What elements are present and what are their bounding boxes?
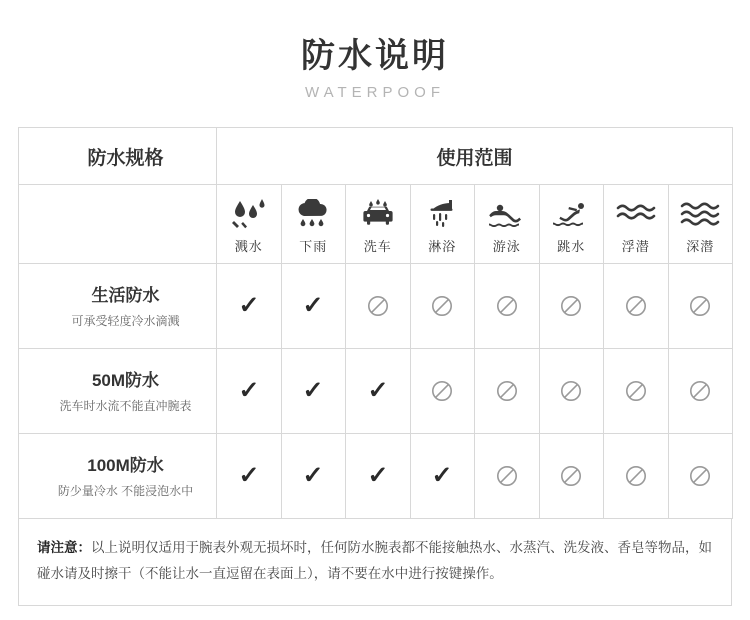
no-entry-icon (431, 380, 453, 402)
mark-cell-swimming (475, 434, 540, 519)
mark-cell-car-wash (346, 434, 411, 519)
table-row (19, 264, 733, 349)
snorkeling-waves-icon (615, 197, 657, 231)
column-rain (281, 185, 346, 264)
column-label: 淋浴 (428, 239, 457, 254)
row-description: 可承受轻度冷水滴溅 (71, 313, 180, 328)
no-entry-icon (560, 380, 582, 402)
mark-cell-shower (410, 434, 475, 519)
page-title: 防水说明 (301, 37, 449, 75)
spec-header-cell: 防水规格 (19, 128, 217, 185)
column-splash-water (217, 185, 282, 264)
no-entry-icon (689, 380, 711, 402)
check-icon: ✓ (302, 377, 324, 404)
mark-cell-rain (281, 349, 346, 434)
shower-head-icon (425, 197, 459, 231)
row-name: 生活防水 (91, 285, 160, 305)
mark-cell-snorkeling (604, 434, 669, 519)
column-label: 洗车 (363, 239, 392, 254)
no-entry-icon (560, 295, 582, 317)
column-label: 深潜 (686, 239, 715, 254)
row-description: 洗车时水流不能直冲腕表 (59, 398, 192, 413)
check-icon: ✓ (367, 377, 389, 404)
mark-cell-car-wash (346, 264, 411, 349)
no-entry-icon (625, 465, 647, 487)
mark-cell-diving-jump (539, 434, 604, 519)
check-icon: ✓ (302, 292, 324, 319)
note-block (18, 519, 732, 606)
column-diving-jump (539, 185, 604, 264)
rain-cloud-icon (294, 197, 332, 231)
no-entry-icon (689, 295, 711, 317)
check-icon: ✓ (431, 462, 453, 489)
no-entry-icon (367, 295, 389, 317)
no-entry-icon (496, 295, 518, 317)
icon-row (19, 185, 733, 264)
car-wash-icon (361, 197, 395, 231)
column-label: 游泳 (492, 239, 521, 254)
waterproof-table (18, 127, 733, 519)
mark-cell-car-wash (346, 349, 411, 434)
check-icon: ✓ (367, 462, 389, 489)
no-entry-icon (625, 295, 647, 317)
check-icon: ✓ (238, 377, 260, 404)
mark-cell-splash-water (217, 264, 282, 349)
mark-cell-deep-diving (668, 434, 733, 519)
mark-cell-swimming (475, 264, 540, 349)
mark-cell-swimming (475, 349, 540, 434)
no-entry-icon (431, 295, 453, 317)
mark-cell-diving-jump (539, 264, 604, 349)
mark-cell-snorkeling (604, 264, 669, 349)
mark-cell-deep-diving (668, 349, 733, 434)
row-name: 100M防水 (87, 455, 164, 475)
no-entry-icon (625, 380, 647, 402)
mark-cell-splash-water (217, 349, 282, 434)
no-entry-icon (560, 465, 582, 487)
mark-cell-deep-diving (668, 264, 733, 349)
column-label: 浮潜 (621, 239, 650, 254)
waterproof-table-wrap (18, 127, 732, 519)
mark-cell-splash-water (217, 434, 282, 519)
column-label: 跳水 (557, 239, 586, 254)
column-swimming (475, 185, 540, 264)
table-header-row (19, 128, 733, 185)
column-label: 下雨 (299, 239, 328, 254)
mark-cell-shower (410, 264, 475, 349)
no-entry-icon (496, 380, 518, 402)
column-label: 溅水 (234, 239, 263, 254)
mark-cell-snorkeling (604, 349, 669, 434)
table-row (19, 349, 733, 434)
note-text: 以上说明仅适用于腕表外观无损坏时，任何防水腕表都不能接触热水、水蒸汽、洗发液、香皂等物品，如碰水请及时擦干（不能让水一直逗留在表面上），请不要在水中进行按键操作。 (37, 540, 712, 581)
diving-jump-icon (551, 197, 591, 231)
check-icon: ✓ (238, 462, 260, 489)
row-label-cell (19, 264, 217, 349)
no-entry-icon (689, 465, 711, 487)
mark-cell-shower (410, 349, 475, 434)
usage-header-cell: 使用范围 (217, 128, 733, 185)
mark-cell-rain (281, 434, 346, 519)
table-row (19, 434, 733, 519)
icon-row-blank-cell (19, 185, 217, 264)
note-label: 请注意： (37, 540, 91, 555)
deep-diving-waves-icon (679, 197, 721, 231)
mark-cell-rain (281, 264, 346, 349)
splash-water-icon (231, 197, 267, 231)
column-deep-diving (668, 185, 733, 264)
row-name: 50M防水 (91, 370, 160, 390)
swimming-icon (487, 197, 527, 231)
mark-cell-diving-jump (539, 349, 604, 434)
title-block (0, 0, 750, 101)
check-icon: ✓ (238, 292, 260, 319)
check-icon: ✓ (302, 462, 324, 489)
column-car-wash (346, 185, 411, 264)
row-label-cell (19, 349, 217, 434)
page-subtitle: WATERPOOF (305, 84, 445, 101)
column-snorkeling (604, 185, 669, 264)
row-label-cell (19, 434, 217, 519)
no-entry-icon (496, 465, 518, 487)
column-shower (410, 185, 475, 264)
row-description: 防少量冷水 不能浸泡水中 (57, 483, 194, 498)
